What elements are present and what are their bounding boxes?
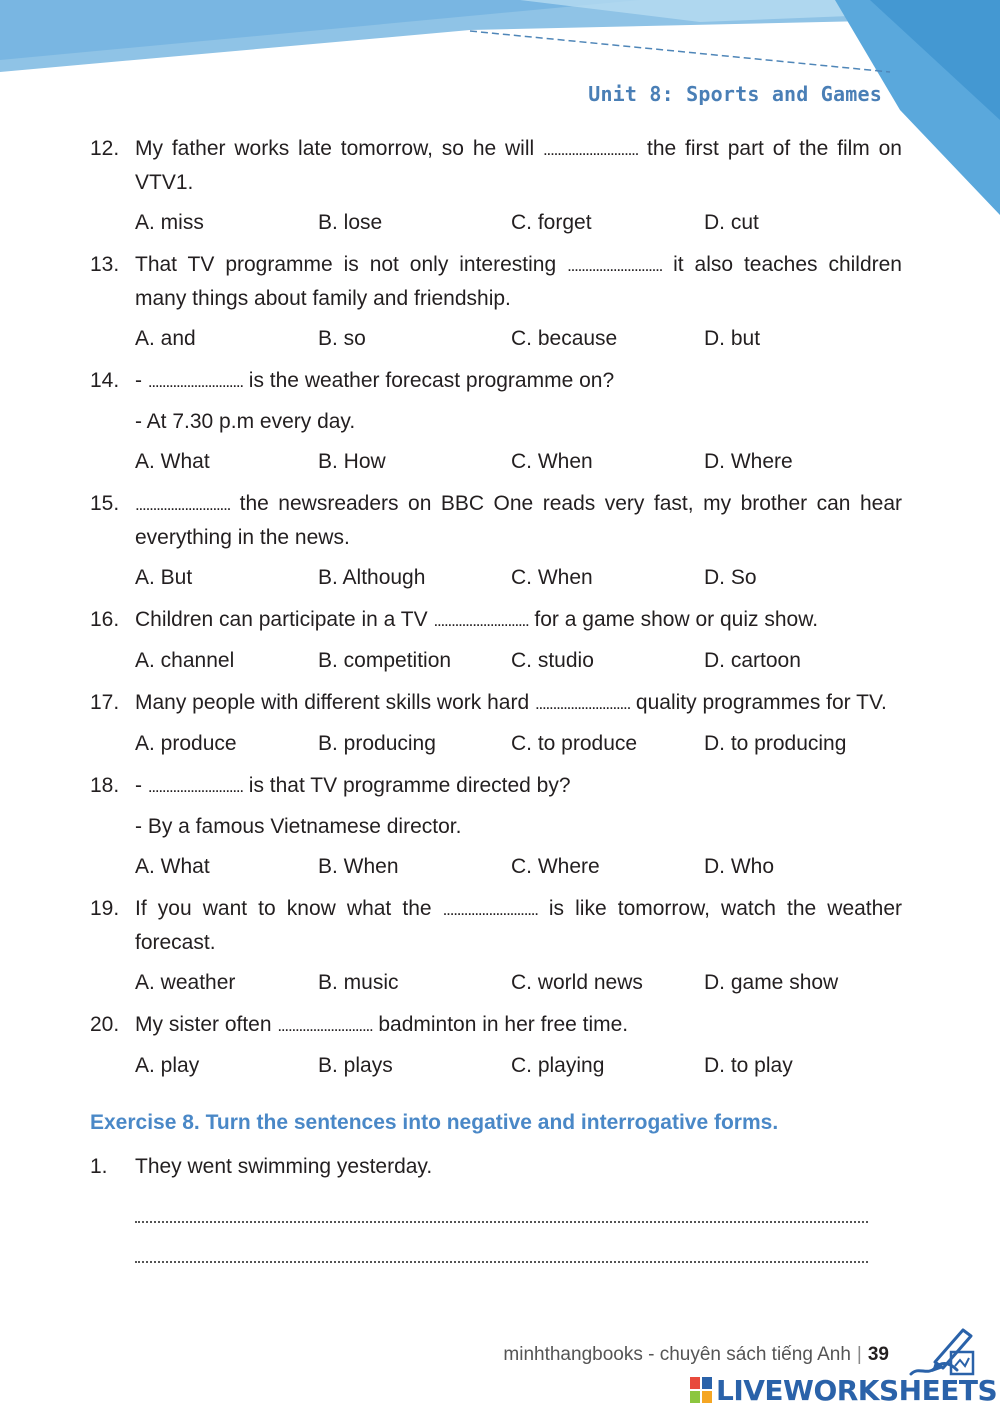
question-text (135, 892, 902, 959)
question-number: 14. (90, 369, 120, 392)
option-c[interactable]: C. Where (511, 855, 600, 878)
option-d[interactable]: D. but (704, 327, 761, 350)
footer-publisher (503, 1344, 889, 1366)
question-text-after: quality programmes for TV. (630, 691, 887, 714)
option-c[interactable]: C. studio (511, 649, 594, 672)
exercise-8-title: Exercise 8. Turn the sentences into negative and interrogative forms. (90, 1111, 779, 1134)
option-b[interactable]: B. How (318, 450, 386, 473)
question-number: 19. (90, 897, 120, 920)
option-c[interactable]: C. playing (511, 1054, 605, 1077)
question-text-after: the first part of the film on VTV1. (135, 137, 902, 194)
option-d[interactable]: D. to play (704, 1054, 793, 1077)
question-text-after: is the weather forecast programme on? (242, 369, 615, 392)
question-16 (90, 603, 902, 637)
option-b[interactable]: B. competition (318, 649, 452, 672)
option-a[interactable]: A. and (135, 327, 196, 350)
logo-text: LIVEWORKSHEETS (716, 1373, 998, 1407)
question-text-after: the newsreaders on BBC One reads very fast, my brother can hear everything in the news. (135, 492, 902, 549)
answer-blank[interactable]: ........................... (277, 1016, 373, 1035)
question-text (135, 132, 902, 199)
option-d[interactable]: D. Where (704, 450, 793, 473)
question-text (135, 364, 902, 398)
question-number: 16. (90, 608, 120, 631)
question-15 (90, 487, 902, 554)
unit-title: Unit 8: Sports and Games (588, 82, 882, 106)
question-text (135, 487, 902, 554)
option-a[interactable]: A. But (135, 566, 193, 589)
option-b[interactable]: B. so (318, 327, 366, 350)
option-d[interactable]: D. game show (704, 971, 839, 994)
question-text-after: for a game show or quiz show. (528, 608, 819, 631)
answer-blank[interactable]: ........................... (147, 372, 243, 391)
option-d[interactable]: D. So (704, 566, 757, 589)
question-number: 18. (90, 774, 120, 797)
question-text-before: Children can participate in a TV (135, 608, 434, 631)
option-b[interactable]: B. music (318, 971, 399, 994)
question-text-after: is that TV programme directed by? (242, 774, 571, 797)
question-text-before: My father works late tomorrow, so he will (135, 137, 544, 160)
option-a[interactable]: A. What (135, 450, 210, 473)
question-20 (90, 1008, 902, 1042)
question-12 (90, 132, 902, 199)
question-text (135, 248, 902, 315)
question-14 (90, 364, 902, 438)
option-d[interactable]: D. Who (704, 855, 775, 878)
option-d[interactable]: D. cartoon (704, 649, 801, 672)
option-a[interactable]: A. miss (135, 211, 204, 234)
answer-blank[interactable]: ........................... (534, 694, 631, 713)
options-row (90, 966, 902, 999)
exercise-8-item-1 (90, 1150, 902, 1183)
option-d[interactable]: D. cut (704, 211, 759, 234)
question-text (135, 686, 902, 720)
question-number: 13. (90, 253, 120, 276)
option-c[interactable]: C. world news (511, 971, 643, 994)
answer-blank[interactable]: ........................... (433, 611, 529, 630)
question-number: 15. (90, 492, 120, 515)
option-a[interactable]: A. channel (135, 649, 235, 672)
option-c[interactable]: C. because (511, 327, 618, 350)
options-row (90, 561, 902, 594)
answer-line-interrogative[interactable] (135, 1251, 868, 1263)
question-18 (90, 769, 902, 843)
option-b[interactable]: B. Although (318, 566, 426, 589)
option-b[interactable]: B. lose (318, 211, 383, 234)
question-text (135, 603, 902, 637)
answer-blank[interactable]: ........................... (442, 900, 538, 919)
answer-line-negative[interactable] (135, 1211, 868, 1223)
option-a[interactable]: A. weather (135, 971, 236, 994)
answer-blank[interactable]: ........................... (135, 495, 231, 514)
answer-blank[interactable]: ........................... (543, 140, 639, 159)
question-number: 12. (90, 137, 120, 160)
option-b[interactable]: B. When (318, 855, 399, 878)
option-a[interactable]: A. play (135, 1054, 200, 1077)
option-c[interactable]: C. When (511, 450, 593, 473)
question-text-before: - (135, 774, 148, 797)
liveworksheets-logo[interactable] (690, 1370, 997, 1410)
question-number: 17. (90, 691, 120, 714)
question-reply: - At 7.30 p.m every day. (135, 410, 356, 433)
question-text-before: If you want to know what the (135, 897, 443, 920)
option-a[interactable]: A. produce (135, 732, 237, 755)
question-17 (90, 686, 902, 720)
page-number: 39 (867, 1344, 889, 1365)
logo-blocks-icon (690, 1377, 712, 1403)
option-a[interactable]: A. What (135, 855, 210, 878)
option-b[interactable]: B. plays (318, 1054, 393, 1077)
answer-blank[interactable]: ........................... (567, 256, 663, 275)
question-number: 20. (90, 1013, 120, 1036)
question-19 (90, 892, 902, 959)
option-c[interactable]: C. When (511, 566, 593, 589)
options-row (90, 727, 902, 760)
question-text-before: My sister often (135, 1013, 278, 1036)
option-b[interactable]: B. producing (318, 732, 436, 755)
question-reply: - By a famous Vietnamese director. (135, 815, 462, 838)
question-text-before: Many people with different skills work hard (135, 691, 535, 714)
options-row (90, 322, 902, 355)
item-text: They went swimming yesterday. (135, 1155, 433, 1178)
worksheet-content (90, 132, 902, 1263)
option-d[interactable]: D. to producing (704, 732, 847, 755)
question-text (135, 1008, 902, 1042)
question-text-after: is like tomorrow, watch the weather forecast. (135, 897, 902, 954)
item-number: 1. (90, 1155, 108, 1178)
publisher-name: minhthangbooks - chuyên sách tiếng Anh (503, 1344, 851, 1365)
question-text-after: it also teaches children many things about family and friendship. (135, 253, 902, 310)
options-row (90, 206, 902, 239)
question-text-after: badminton in her free time. (372, 1013, 629, 1036)
question-text-before: That TV programme is not only interesting (135, 253, 568, 276)
question-text (135, 769, 902, 803)
option-c[interactable]: C. to produce (511, 732, 638, 755)
options-row (90, 445, 902, 478)
answer-blank[interactable]: ........................... (147, 777, 243, 796)
footer-separator: | (856, 1344, 862, 1365)
options-row (90, 1049, 902, 1082)
question-text-before: - (135, 369, 148, 392)
option-c[interactable]: C. forget (511, 211, 592, 234)
question-13 (90, 248, 902, 315)
options-row (90, 850, 902, 883)
options-row (90, 644, 902, 677)
